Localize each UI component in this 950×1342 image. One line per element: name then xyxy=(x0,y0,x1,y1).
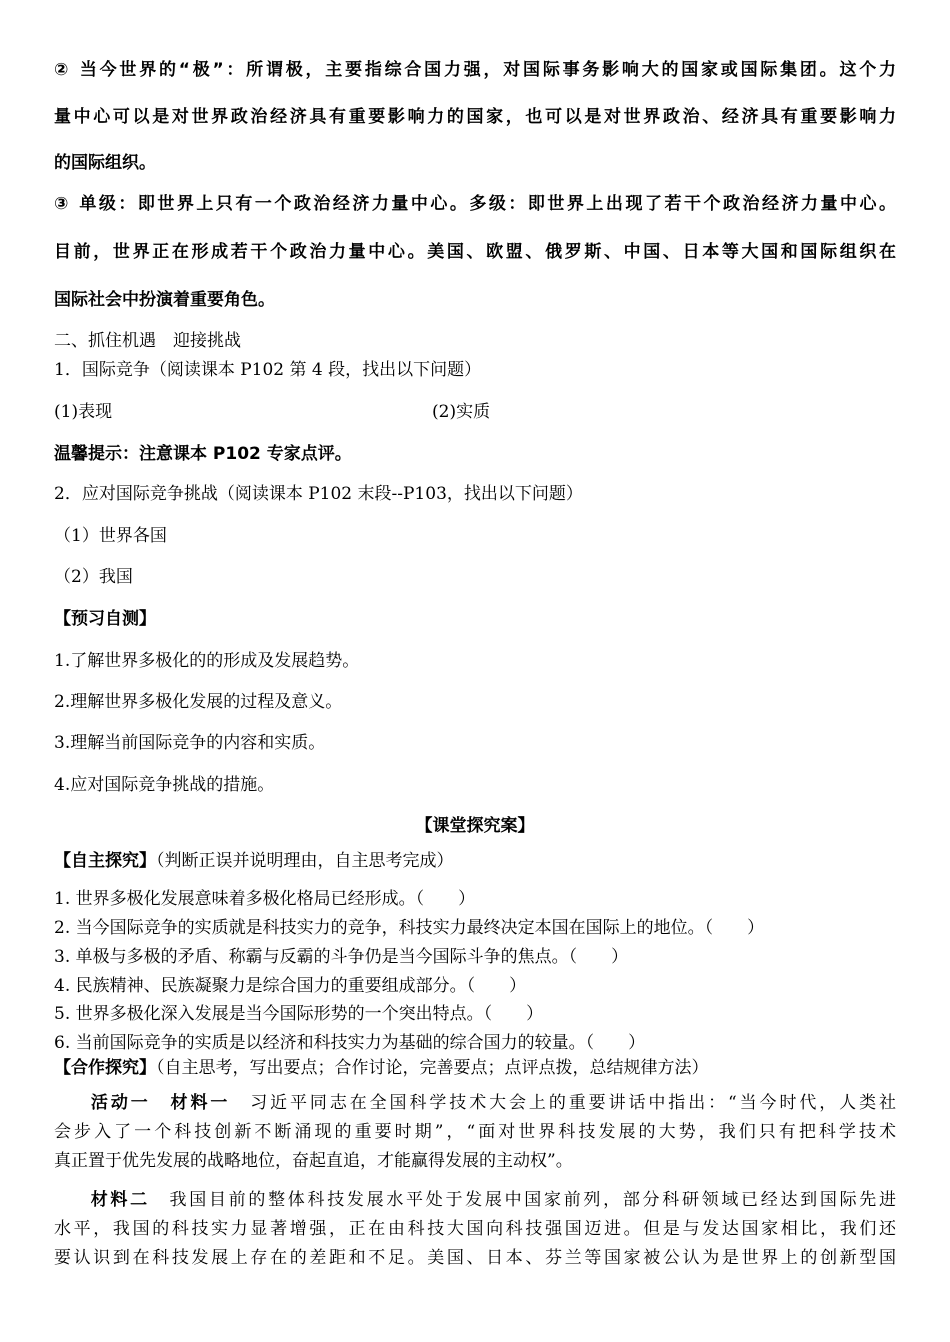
coop-explore-note: （自主思考，写出要点；合作讨论，完善要点；点评点拨，总结规律方法） xyxy=(156,1058,709,1078)
question-2-part-a: （1）世界各国 xyxy=(54,526,167,546)
paragraph-polarity-line2: 目前，世界正在形成若干个政治力量中心。美国、欧盟、俄罗斯、中国、日本等大国和国际组织在 xyxy=(54,242,896,262)
preview-item-2: 2.理解世界多极化发展的过程及意义。 xyxy=(54,692,343,712)
question-2-part-b: （2）我国 xyxy=(54,567,133,587)
tip-text: 温馨提示：注意课本 P102 专家点评。 xyxy=(54,444,352,464)
judge-item-2: 2. 当今国际竞争的实质就是科技实力的竞争，科技实力最终决定本国在国际上的地位。（ ） xyxy=(54,918,765,938)
paragraph-pole-line1: ② 当今世界的“极”：所谓极，主要指综合国力强，对国际事务影响大的国家或国际集团。这个力 xyxy=(54,60,896,80)
paragraph-pole-line3: 的国际组织。 xyxy=(54,153,156,173)
question-2: 2．应对国际竞争挑战（阅读课本 P102 末段--P103，找出以下问题） xyxy=(54,484,583,504)
material-2-line3: 要认识到在科技发展上存在的差距和不足。美国、日本、芬兰等国家被公认为是世界上的创新型国 xyxy=(54,1248,896,1268)
section-heading: 二、抓住机遇 迎接挑战 xyxy=(54,331,241,351)
judge-item-1: 1. 世界多极化发展意味着多极化格局已经形成。（ ） xyxy=(54,889,476,909)
material-2-line2: 水平，我国的科技实力显著增强，正在由科技大国向科技强国迈进。但是与发达国家相比，我们还 xyxy=(54,1219,896,1239)
material-2-label: 材料二 xyxy=(88,1190,150,1210)
material-1-line1: 活动一 材料一 习近平同志在全国科学技术大会上的重要讲话中指出：“当今时代，人类社 xyxy=(88,1093,896,1113)
judge-item-6: 6. 当前国际竞争的实质是以经济和科技实力为基础的综合国力的较量。（ ） xyxy=(54,1033,646,1053)
preview-item-4: 4.应对国际竞争挑战的措施。 xyxy=(54,775,275,795)
material-1-line2: 会步入了一个科技创新不断涌现的重要时期”，“面对世界科技发展的大势，我们只有把科学技术 xyxy=(54,1122,896,1142)
question-1-part-a: (1)表现 xyxy=(54,402,113,422)
paragraph-pole-line2: 量中心可以是对世界政治经济具有重要影响力的国家，也可以是对世界政治、经济具有重要影响力 xyxy=(54,107,896,127)
preview-item-1: 1.了解世界多极化的的形成及发展趋势。 xyxy=(54,651,360,671)
coop-explore-heading: 【合作探究】 xyxy=(54,1058,156,1078)
judge-item-5: 5. 世界多极化深入发展是当今国际形势的一个突出特点。（ ） xyxy=(54,1004,544,1024)
question-1: 1．国际竞争（阅读课本 P102 第 4 段，找出以下问题） xyxy=(54,360,482,380)
paragraph-polarity-line1: ③ 单级：即世界上只有一个政治经济力量中心。多级：即世界上出现了若干个政治经济力量中心。 xyxy=(54,194,896,214)
judge-item-4: 4. 民族精神、民族凝聚力是综合国力的重要组成部分。（ ） xyxy=(54,976,527,996)
classroom-title: 【课堂探究案】 xyxy=(415,816,535,836)
question-1-part-b: (2)实质 xyxy=(432,402,491,422)
preview-item-3: 3.理解当前国际竞争的内容和实质。 xyxy=(54,733,326,753)
self-explore-heading: 【自主探究】 xyxy=(54,851,156,871)
preview-heading: 【预习自测】 xyxy=(54,609,156,629)
material-1-label: 活动一 材料一 xyxy=(88,1093,231,1113)
judge-item-3: 3. 单极与多极的矛盾、称霸与反霸的斗争仍是当今国际斗争的焦点。（ ） xyxy=(54,947,629,967)
material-2-line1: 材料二 我国目前的整体科技发展水平处于发展中国家前列，部分科研领域已经达到国际先进 xyxy=(88,1190,897,1210)
self-explore-note: （判断正误并说明理由，自主思考完成） xyxy=(156,851,454,871)
coop-explore-line xyxy=(54,1060,709,1077)
material-1-line3: 真正置于优先发展的战略地位，奋起直追，才能赢得发展的主动权”。 xyxy=(54,1151,573,1171)
self-explore-line xyxy=(54,853,454,870)
paragraph-polarity-line3: 国际社会中扮演着重要角色。 xyxy=(54,290,275,310)
